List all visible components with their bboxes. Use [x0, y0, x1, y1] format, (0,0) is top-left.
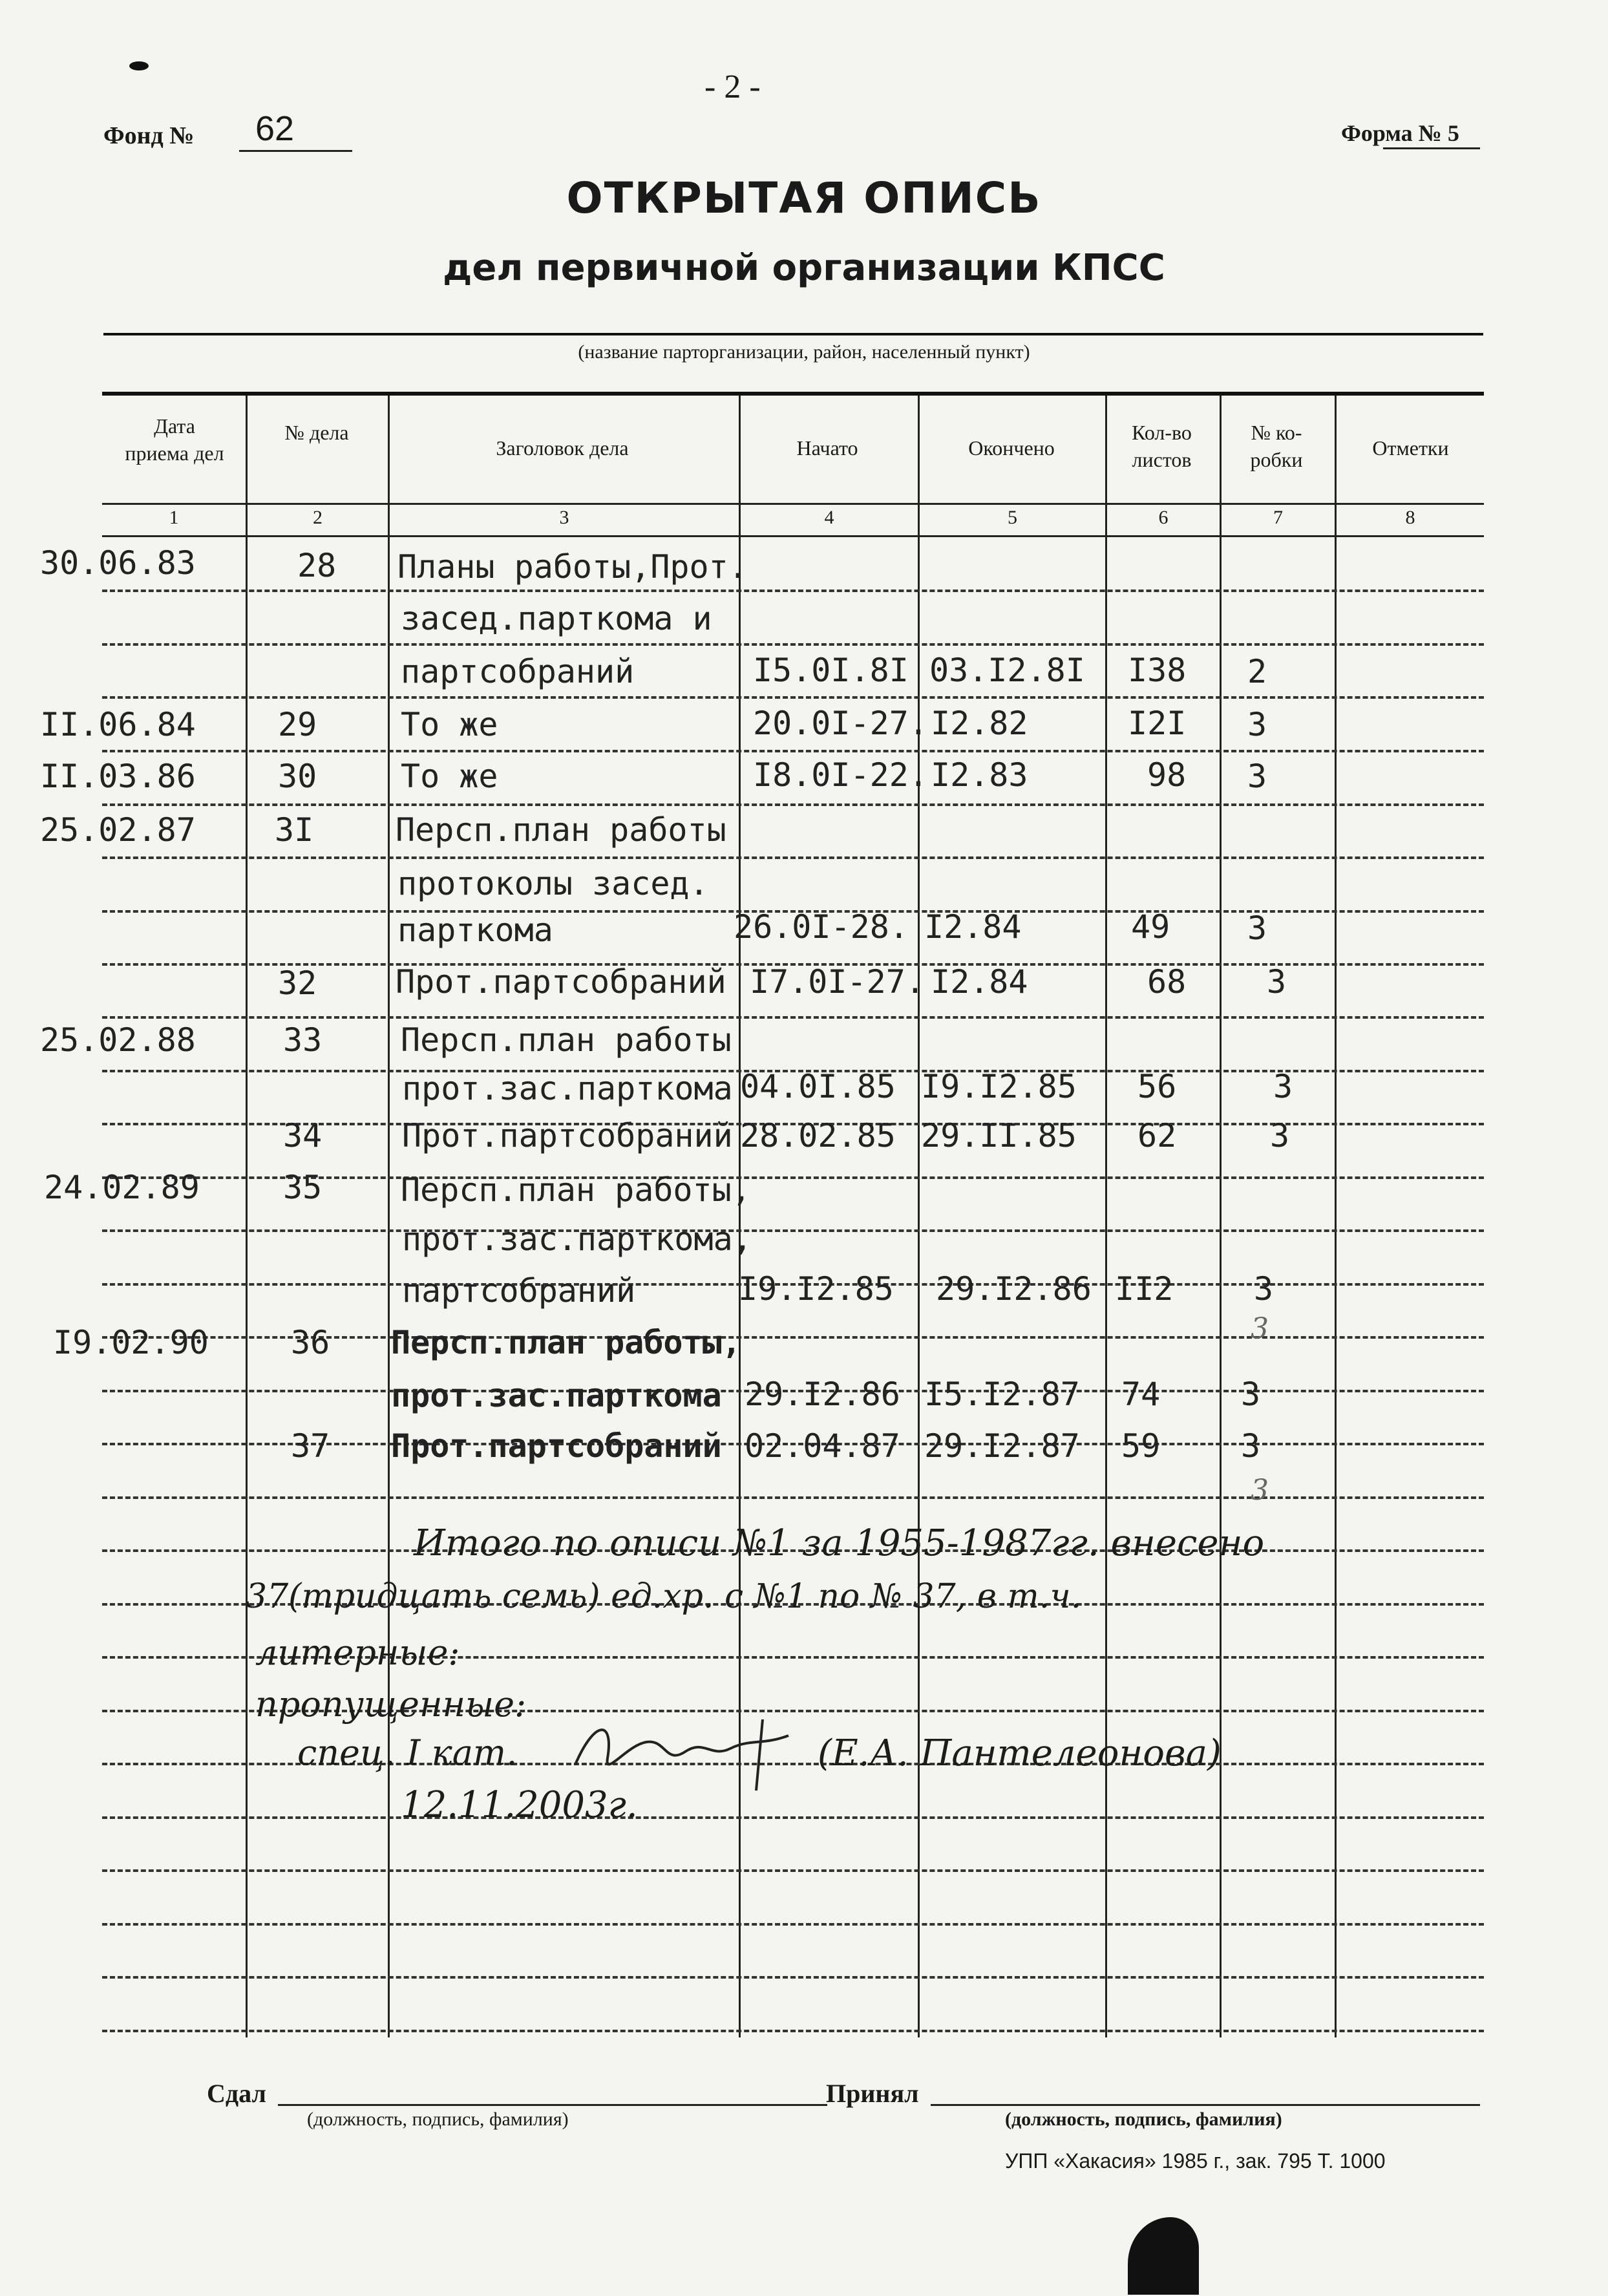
- column-divider: [918, 396, 920, 2037]
- row-36-title-line: прот.зас.парткома: [391, 1377, 722, 1414]
- ruled-line: [102, 590, 1484, 592]
- ruled-line: [102, 1869, 1484, 1872]
- row-28-number: 28: [297, 547, 337, 584]
- ruled-line: [102, 1816, 1484, 1819]
- row-36-start: 29.I2.86: [745, 1376, 900, 1413]
- row-30-title-line: То же: [401, 758, 498, 795]
- ruled-line: [102, 643, 1484, 646]
- column-number: 8: [1405, 507, 1415, 528]
- column-number: 1: [169, 507, 179, 528]
- row-35-title-line: партсобраний: [402, 1272, 636, 1310]
- row-29-title-line: То же: [401, 706, 498, 743]
- row-30-date: II.03.86: [40, 758, 196, 795]
- fond-label: Фонд №: [103, 122, 195, 149]
- row-33-number: 33: [283, 1021, 323, 1059]
- column-divider: [1220, 396, 1222, 2037]
- row-28-date: 30.06.83: [40, 544, 196, 582]
- row-33-end: I9.I2.85: [921, 1068, 1077, 1105]
- row-31-sheets: 49: [1131, 908, 1170, 946]
- row-29-end: I2.82: [931, 705, 1028, 742]
- row-32-end: I2.84: [931, 963, 1028, 1001]
- row-37-title-line: Прот.партсобраний: [391, 1427, 722, 1465]
- row-31-box: 3: [1247, 909, 1267, 947]
- column-number: 2: [313, 507, 323, 528]
- row-36-box: 3: [1241, 1376, 1261, 1413]
- column-header-end: Окончено: [968, 436, 1055, 460]
- row-34-title-line: Прот.партсобраний: [402, 1117, 733, 1154]
- row-29-box: 3: [1247, 706, 1267, 743]
- row-28-end: 03.I2.8I: [929, 652, 1085, 689]
- row-32-number: 32: [278, 964, 317, 1002]
- ruled-line: [102, 1976, 1484, 1979]
- organization-caption: (название парторганизации, район, населенный пункт): [578, 341, 1030, 363]
- row-28-title-line: партсобраний: [401, 653, 635, 690]
- table-top-border: [102, 392, 1484, 396]
- handwritten-note-line: 37(тридцать семь) ед.хр. с №1 по № 37, в т.ч.: [246, 1577, 1082, 1616]
- row-28-box: 2: [1247, 653, 1267, 690]
- handwritten-note-line: Итого по описи №1 за 1955-1987гг. внесено: [414, 1522, 1265, 1564]
- scan-mark: [129, 61, 149, 70]
- document-title: ОТКРЫТАЯ ОПИСЬ: [566, 173, 1042, 223]
- row-36-number: 36: [291, 1324, 330, 1361]
- row-36-title-line: Персп.план работы,: [391, 1324, 741, 1361]
- row-31-date: 25.02.87: [40, 811, 196, 849]
- fond-underline: [239, 150, 352, 152]
- document-subtitle: дел первичной организации КПСС: [443, 247, 1165, 289]
- ruled-line: [102, 856, 1484, 859]
- received-line: [931, 2104, 1480, 2106]
- handwritten-box-mark: 3: [1251, 1312, 1269, 1345]
- row-36-sheets: 74: [1121, 1376, 1161, 1413]
- column-divider: [1105, 396, 1107, 2037]
- ruled-line: [102, 1016, 1484, 1019]
- row-35-start: I9.I2.85: [738, 1270, 894, 1308]
- ruled-line: [102, 2030, 1484, 2032]
- row-28-start: I5.0I.8I: [753, 652, 909, 689]
- page-number: - 2 -: [704, 69, 761, 105]
- column-header-date: Дата приема дел: [125, 414, 224, 465]
- row-37-number: 37: [291, 1427, 330, 1465]
- row-28-title-line: Планы работы,Прот.: [397, 548, 748, 586]
- row-31-title-line: Персп.план работы: [396, 811, 726, 849]
- column-header-number: № дела: [284, 421, 349, 444]
- row-29-start: 20.0I-27.: [753, 705, 928, 742]
- ruled-line: [102, 1229, 1484, 1232]
- column-header-title: Заголовок дела: [496, 436, 629, 460]
- received-label: Принял: [826, 2079, 919, 2108]
- row-31-number: 3I: [275, 811, 314, 849]
- row-31-title-line: парткома: [397, 911, 553, 949]
- row-33-date: 25.02.88: [40, 1021, 196, 1059]
- header-divider: [102, 503, 1484, 505]
- signature: [569, 1706, 801, 1797]
- handwritten-signatory-name: (Е.А. Пантелеонова): [818, 1732, 1222, 1774]
- row-36-date: I9.02.90: [53, 1324, 209, 1361]
- row-37-end: 29.I2.87: [924, 1427, 1080, 1465]
- ruled-line: [102, 1923, 1484, 1926]
- row-33-box: 3: [1273, 1068, 1293, 1105]
- fond-value: 62: [255, 109, 295, 148]
- column-header-notes: Отметки: [1372, 436, 1449, 460]
- handwritten-note-line: спец. I кат.: [297, 1732, 518, 1773]
- column-header-start: Начато: [796, 436, 858, 460]
- row-30-start: I8.0I-22.: [753, 756, 928, 794]
- row-35-box: 3: [1254, 1270, 1274, 1308]
- column-header-box: № ко-робки: [1250, 421, 1303, 471]
- row-35-number: 35: [283, 1169, 323, 1206]
- row-32-title-line: Прот.партсобраний: [396, 963, 726, 1001]
- row-35-title-line: прот.зас.парткома,: [402, 1220, 752, 1258]
- ruled-line: [102, 696, 1484, 699]
- row-35-sheets: II2: [1115, 1270, 1174, 1308]
- column-number: 6: [1158, 507, 1169, 528]
- column-number: 5: [1008, 507, 1017, 528]
- row-30-sheets: 98: [1147, 756, 1187, 794]
- row-28-title-line: засед.парткома и: [401, 600, 712, 637]
- handed-over-line: [278, 2104, 827, 2106]
- row-29-sheets: I2I: [1128, 705, 1187, 742]
- row-33-sheets: 56: [1137, 1068, 1177, 1105]
- organization-line: [103, 333, 1483, 335]
- row-33-title-line: Персп.план работы: [401, 1021, 732, 1059]
- row-33-start: 04.0I.85: [740, 1068, 896, 1105]
- form-underline: [1383, 147, 1480, 149]
- row-34-number: 34: [283, 1117, 323, 1154]
- handwritten-box-mark: 3: [1251, 1474, 1269, 1507]
- ruled-line: [102, 1496, 1484, 1499]
- handed-over-label: Сдал: [207, 2079, 266, 2108]
- row-35-date: 24.02.89: [44, 1169, 200, 1206]
- received-caption: (должность, подпись, фамилия): [1005, 2109, 1282, 2130]
- row-32-box: 3: [1267, 963, 1287, 1001]
- row-37-start: 02.04.87: [745, 1427, 900, 1465]
- row-32-start: I7.0I-27.: [750, 963, 925, 1001]
- handwritten-date: 12.11.2003г.: [401, 1784, 638, 1826]
- row-28-sheets: I38: [1128, 652, 1187, 689]
- row-32-sheets: 68: [1147, 963, 1187, 1001]
- row-31-start: 26.0I-28.: [734, 908, 909, 946]
- scan-mark: [1128, 2217, 1199, 2295]
- row-29-number: 29: [278, 706, 317, 743]
- column-number: 7: [1273, 507, 1283, 528]
- row-34-box: 3: [1270, 1117, 1290, 1154]
- ruled-line: [102, 803, 1484, 806]
- row-34-end: 29.II.85: [921, 1117, 1077, 1154]
- row-29-date: II.06.84: [40, 706, 196, 743]
- column-divider: [246, 396, 248, 2037]
- column-header-sheets: Кол-во листов: [1132, 421, 1192, 471]
- row-33-title-line: прот.зас.парткома: [402, 1070, 733, 1107]
- row-37-box: 3: [1241, 1427, 1261, 1465]
- column-number: 3: [559, 507, 569, 528]
- row-31-title-line: протоколы засед.: [397, 865, 709, 902]
- column-divider: [388, 396, 390, 2037]
- column-number: 4: [824, 507, 834, 528]
- column-divider: [1335, 396, 1337, 2037]
- row-30-end: I2.83: [931, 756, 1028, 794]
- ruled-line: [102, 750, 1484, 752]
- form-label: Форма № 5: [1341, 120, 1459, 146]
- column-number-divider: [102, 535, 1484, 537]
- row-30-number: 30: [278, 758, 317, 795]
- row-31-end: I2.84: [924, 908, 1022, 946]
- row-37-sheets: 59: [1121, 1427, 1161, 1465]
- print-info: УПП «Хакасия» 1985 г., зак. 795 Т. 1000: [1005, 2149, 1386, 2173]
- row-30-box: 3: [1247, 758, 1267, 795]
- row-34-start: 28.02.85: [740, 1117, 896, 1154]
- row-34-sheets: 62: [1137, 1117, 1177, 1154]
- row-35-title-line: Персп.план работы,: [401, 1171, 751, 1209]
- handwritten-note-line: литерные:: [255, 1632, 460, 1673]
- handwritten-note-line: пропущенные:: [255, 1684, 527, 1725]
- row-35-end: 29.I2.86: [936, 1270, 1092, 1308]
- row-36-end: I5.I2.87: [924, 1376, 1080, 1413]
- handed-over-caption: (должность, подпись, фамилия): [307, 2109, 569, 2130]
